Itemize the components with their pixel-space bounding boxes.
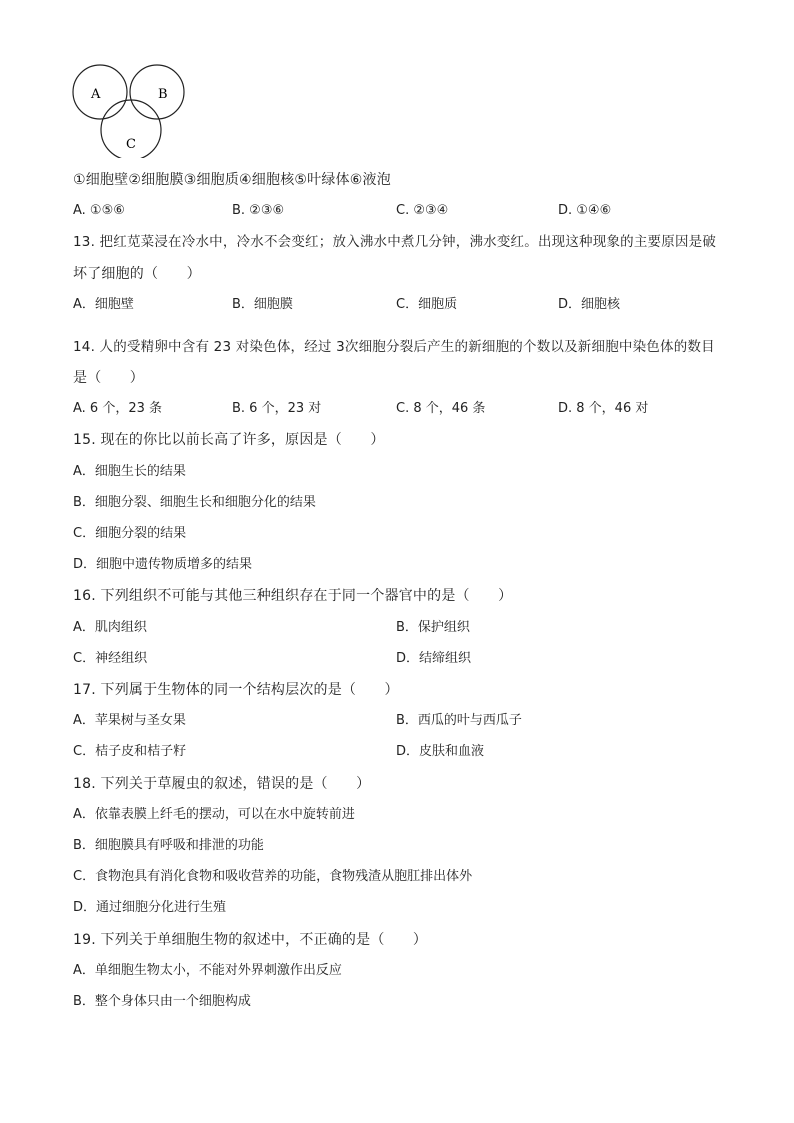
- q13-option-b: B．细胞膜: [232, 297, 293, 312]
- q18-option-c: C．食物泡具有消化食物和吸收营养的功能，食物残渣从胞肛排出体外: [73, 869, 473, 884]
- q12-option-b: B. ②③⑥: [232, 203, 285, 218]
- q14-option-c: C. 8 个，46 条: [396, 401, 486, 416]
- q16-option-a: A．肌肉组织: [73, 620, 147, 635]
- q12-option-d: D. ①④⑥: [558, 203, 612, 218]
- q15-option-d: D．细胞中遗传物质增多的结果: [73, 557, 253, 572]
- q15-option-c: C．细胞分裂的结果: [73, 526, 187, 541]
- q16-option-c: C．神经组织: [73, 651, 148, 666]
- q13-option-d: D．细胞核: [558, 297, 621, 312]
- venn-diagram: [68, 58, 188, 158]
- q17-stem: 17. 下列属于生物体的同一个结构层次的是（ ）: [73, 682, 399, 698]
- venn-label-a: A: [91, 87, 101, 102]
- q18-stem: 18. 下列关于草履虫的叙述，错误的是（ ）: [73, 776, 371, 792]
- venn-circle-b: [130, 65, 184, 119]
- q19-option-a: A．单细胞生物太小，不能对外界刺激作出反应: [73, 963, 342, 978]
- q19-option-b: B．整个身体只由一个细胞构成: [73, 994, 251, 1009]
- q15-option-a: A．细胞生长的结果: [73, 464, 186, 479]
- q18-option-d: D．通过细胞分化进行生殖: [73, 900, 227, 915]
- q13-option-c: C．细胞质: [396, 297, 458, 312]
- q16-option-b: B．保护组织: [396, 620, 470, 635]
- q17-option-d: D．皮肤和血液: [396, 744, 485, 759]
- q13-option-a: A．细胞壁: [73, 297, 134, 312]
- q17-option-a: A．苹果树与圣女果: [73, 713, 186, 728]
- q15-stem: 15. 现在的你比以前长高了许多，原因是（ ）: [73, 432, 385, 448]
- q13-stem-line2: 坏了细胞的（ ）: [73, 266, 201, 282]
- q17-option-b: B．西瓜的叶与西瓜子: [396, 713, 522, 728]
- q12-items: ①细胞壁②细胞膜③细胞质④细胞核⑤叶绿体⑥液泡: [73, 172, 391, 188]
- q12-option-a: A. ①⑤⑥: [73, 203, 125, 218]
- q15-option-b: B．细胞分裂、细胞生长和细胞分化的结果: [73, 495, 316, 510]
- q14-stem-line1: 14. 人的受精卵中含有 23 对染色体，经过 3次细胞分裂后产生的新细胞的个数以及新细胞中染色体的数目: [73, 339, 715, 355]
- q14-stem-line2: 是（ ）: [73, 370, 144, 386]
- venn-label-c: C: [126, 137, 136, 152]
- q14-option-d: D. 8 个，46 对: [558, 401, 649, 416]
- q12-option-c: C. ②③④: [396, 203, 449, 218]
- q14-option-b: B. 6 个，23 对: [232, 401, 322, 416]
- q16-stem: 16. 下列组织不可能与其他三种组织存在于同一个器官中的是（ ）: [73, 588, 513, 604]
- q18-option-b: B．细胞膜具有呼吸和排泄的功能: [73, 838, 264, 853]
- venn-label-b: B: [158, 87, 168, 102]
- q16-option-d: D．结缔组织: [396, 651, 472, 666]
- q13-stem-line1: 13. 把红苋菜浸在冷水中，冷水不会变红；放入沸水中煮几分钟，沸水变红。出现这种现象的主要原因是破: [73, 234, 717, 250]
- q17-option-c: C．桔子皮和桔子籽: [73, 744, 187, 759]
- q19-stem: 19. 下列关于单细胞生物的叙述中，不正确的是（ ）: [73, 932, 428, 948]
- q18-option-a: A．依靠表膜上纤毛的摆动，可以在水中旋转前进: [73, 807, 355, 822]
- q14-option-a: A. 6 个，23 条: [73, 401, 163, 416]
